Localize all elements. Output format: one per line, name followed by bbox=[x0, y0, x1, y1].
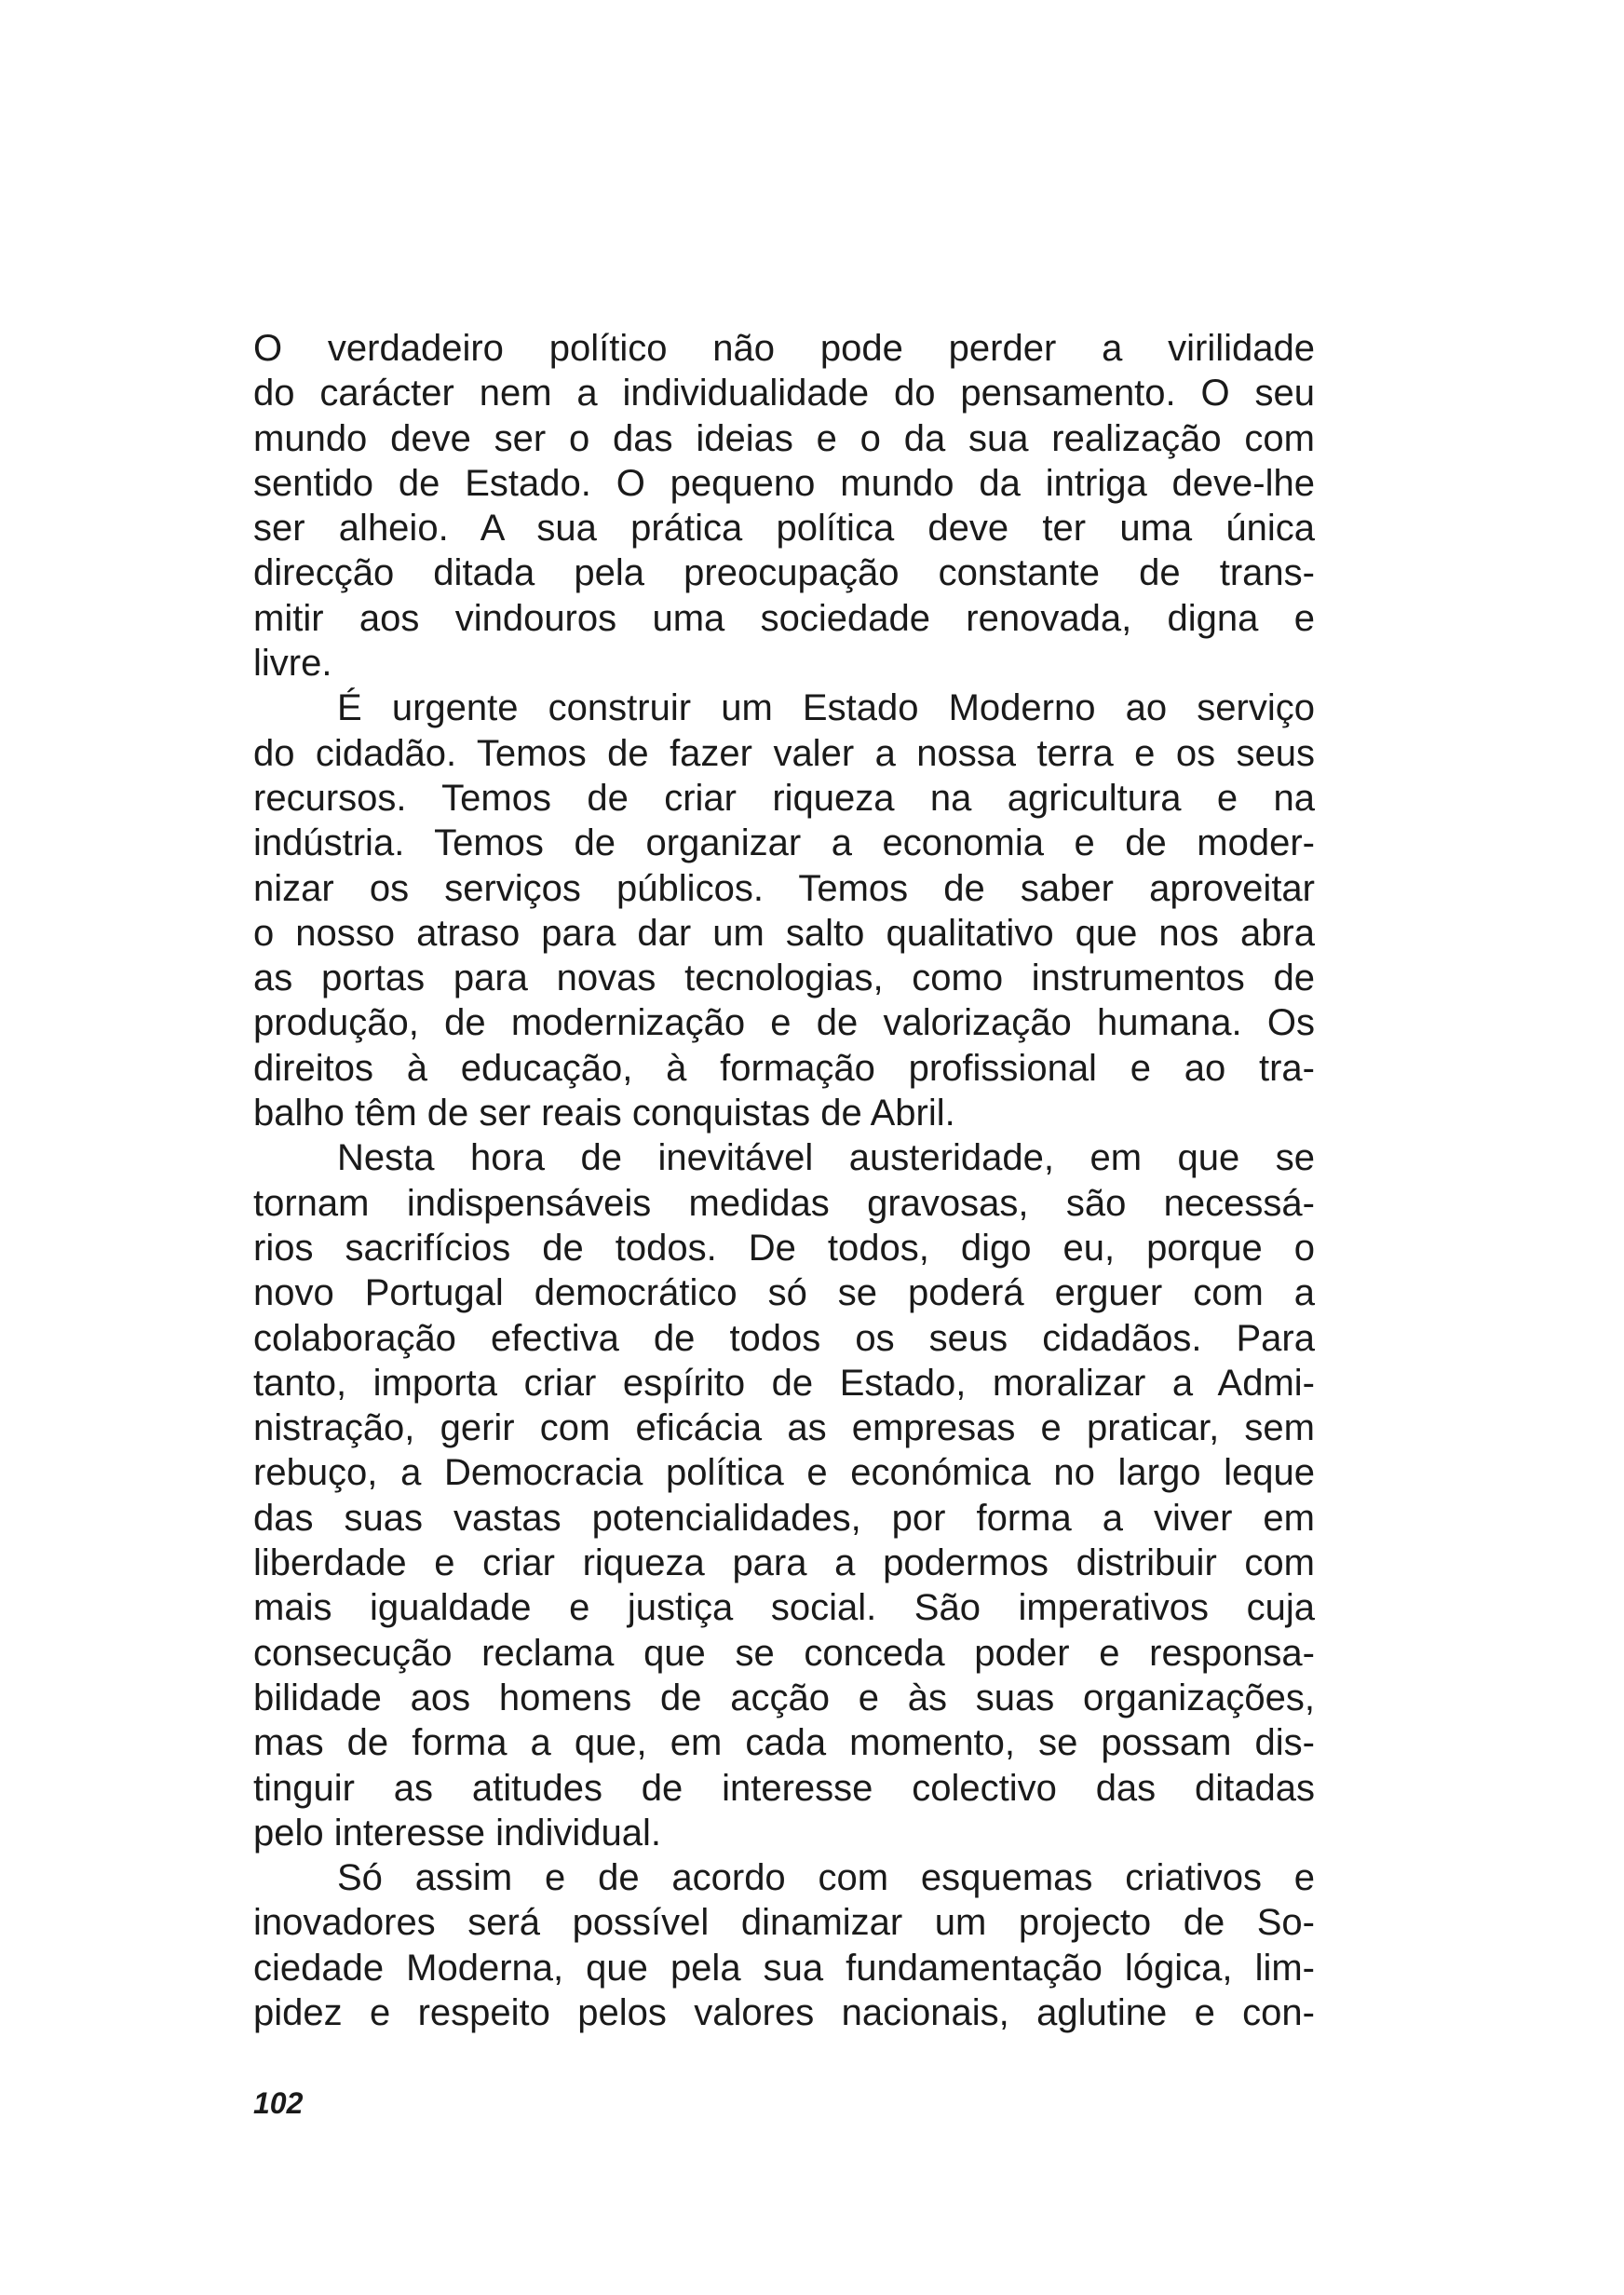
text-line: tornam indispensáveis medidas gravosas, são necessá- bbox=[253, 1182, 1315, 1224]
text-line: tinguir as atitudes de interesse colectivo das ditadas bbox=[253, 1767, 1315, 1809]
text-line: liberdade e criar riqueza para a podermos distribuir com bbox=[253, 1542, 1315, 1584]
text-line: novo Portugal democrático só se poderá erguer com a bbox=[253, 1272, 1315, 1314]
text-line: rios sacrifícios de todos. De todos, digo eu, porque o bbox=[253, 1227, 1315, 1269]
paragraph bbox=[253, 1855, 1315, 2035]
text-line: produção, de modernização e de valorização humana. Os bbox=[253, 1002, 1315, 1044]
text-line: nizar os serviços públicos. Temos de saber aproveitar bbox=[253, 867, 1315, 909]
text-line: direitos à educação, à formação profissional e ao tra- bbox=[253, 1047, 1315, 1089]
text-line: O verdadeiro político não pode perder a virilidade bbox=[253, 328, 1315, 369]
text-line: colaboração efectiva de todos os seus cidadãos. Para bbox=[253, 1317, 1315, 1359]
text-line: sentido de Estado. O pequeno mundo da intriga deve-lhe bbox=[253, 462, 1315, 504]
text-line: ciedade Moderna, que pela sua fundamentação lógica, lim- bbox=[253, 1947, 1315, 1989]
text-line: bilidade aos homens de acção e às suas organizações, bbox=[253, 1677, 1315, 1718]
text-line: mas de forma a que, em cada momento, se possam dis- bbox=[253, 1722, 1315, 1764]
text-line: mitir aos vindouros uma sociedade renovada, digna e bbox=[253, 597, 1315, 639]
text-line: livre. bbox=[253, 643, 332, 685]
text-line: balho têm de ser reais conquistas de Abril. bbox=[253, 1093, 955, 1134]
text-line: pelo interesse individual. bbox=[253, 1812, 662, 1854]
paragraph bbox=[253, 1135, 1315, 1855]
paragraph bbox=[253, 326, 1315, 686]
text-line: ser alheio. A sua prática política deve ter uma única bbox=[253, 508, 1315, 550]
text-line: das suas vastas potencialidades, por forma a viver em bbox=[253, 1497, 1315, 1539]
text-line: É urgente construir um Estado Moderno ao serviço bbox=[337, 687, 1315, 729]
text-line: direcção ditada pela preocupação constante de trans- bbox=[253, 552, 1315, 594]
text-line: pidez e respeito pelos valores nacionais, aglutine e con- bbox=[253, 1991, 1315, 2033]
text-line: mais igualdade e justiça social. São imperativos cuja bbox=[253, 1587, 1315, 1629]
text-line: do cidadão. Temos de fazer valer a nossa terra e os seus bbox=[253, 732, 1315, 774]
text-line: Só assim e de acordo com esquemas criativos e bbox=[337, 1857, 1315, 1899]
text-line: tanto, importa criar espírito de Estado, moralizar a Admi- bbox=[253, 1362, 1315, 1404]
text-line: consecução reclama que se conceda poder e responsa- bbox=[253, 1632, 1315, 1674]
paragraph bbox=[253, 686, 1315, 1135]
text-line: recursos. Temos de criar riqueza na agricultura e na bbox=[253, 777, 1315, 819]
text-line: nistração, gerir com eficácia as empresas e praticar, sem bbox=[253, 1407, 1315, 1449]
text-line: as portas para novas tecnologias, como instrumentos de bbox=[253, 957, 1315, 999]
text-line: rebuço, a Democracia política e económica no largo leque bbox=[253, 1452, 1315, 1494]
text-line: indústria. Temos de organizar a economia e de moder- bbox=[253, 822, 1315, 864]
text-line: o nosso atraso para dar um salto qualitativo que nos abra bbox=[253, 912, 1315, 954]
text-line: mundo deve ser o das ideias e o da sua realização com bbox=[253, 417, 1315, 459]
text-line: Nesta hora de inevitável austeridade, em que se bbox=[337, 1137, 1315, 1179]
text-line: do carácter nem a individualidade do pensamento. O seu bbox=[253, 373, 1315, 414]
body-text bbox=[253, 326, 1315, 2035]
page-number: 102 bbox=[253, 2086, 304, 2120]
text-line: inovadores será possível dinamizar um projecto de So- bbox=[253, 1902, 1315, 1944]
